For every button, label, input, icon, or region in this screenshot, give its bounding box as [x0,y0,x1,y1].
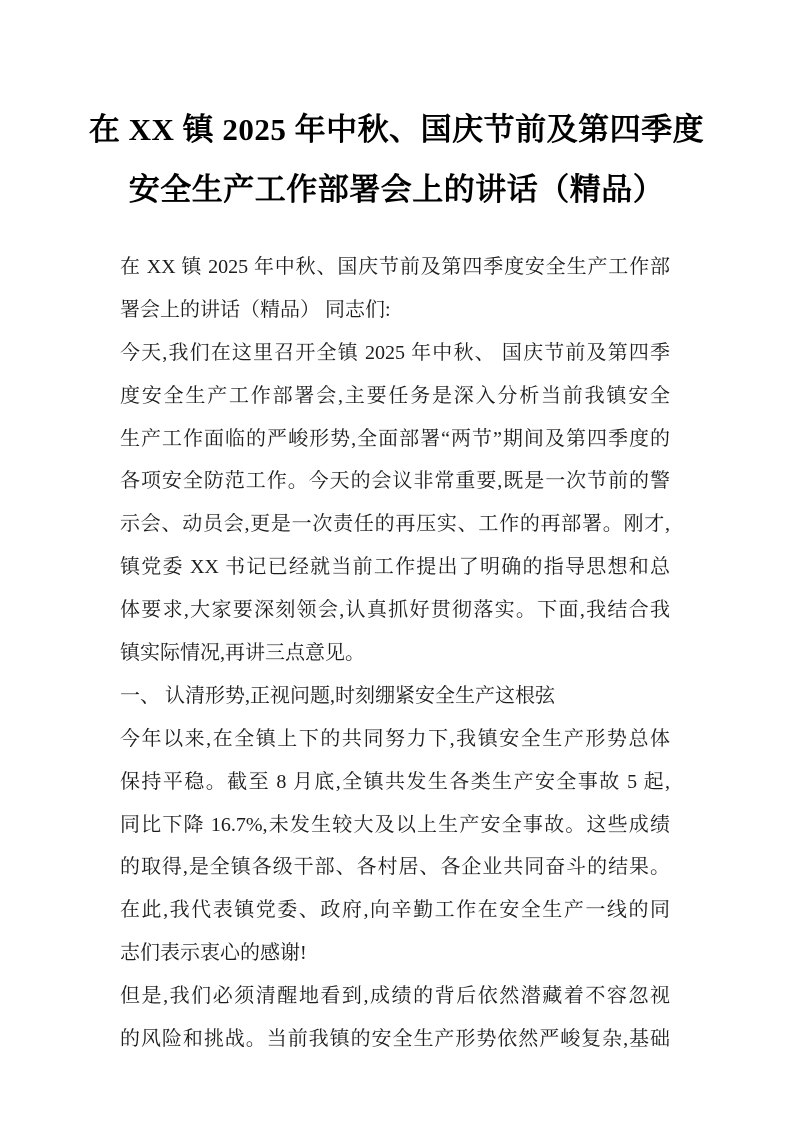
body-line: 保持平稳。截至 8 月底,全镇共发生各类生产安全事故 5 起, [120,770,670,793]
body-line: 镇党委 XX 书记已经就当前工作提出了明确的指导思想和总 [120,556,670,579]
body-line: 度安全生产工作部署会,主要任务是深入分析当前我镇安全 [120,384,670,407]
body-line: 志们表示衷心的感谢! [120,942,307,965]
body-line: 镇实际情况,再讲三点意见。 [120,642,365,665]
body-line: 在此,我代表镇党委、政府,向辛勤工作在安全生产一线的同 [120,899,670,922]
body-line: 同比下降 16.7%,未发生较大及以上生产安全事故。这些成绩 [120,813,670,836]
body-line: 在 XX 镇 2025 年中秋、国庆节前及第四季度安全生产工作部 [120,256,670,278]
body-line: 今天,我们在这里召开全镇 2025 年中秋、 国庆节前及第四季 [120,341,670,364]
document-body [120,246,670,1061]
title-line-1: 在 XX 镇 2025 年中秋、国庆节前及第四季度 [88,112,705,147]
title-line-2: 安全生产工作部署会上的讲话（精品） [128,172,665,207]
body-line: 生产工作面临的严峻形势,全面部署“两节”期间及第四季度的 [120,427,670,450]
body-line: 署会上的讲话（精品） 同志们: [120,298,391,321]
body-line: 但是,我们必须清醒地看到,成绩的背后依然潜藏着不容忽视 [120,985,670,1008]
document-title [0,0,793,220]
body-line: 示会、动员会,更是一次责任的再压实、工作的再部署。刚才, [120,513,670,536]
body-line: 的风险和挑战。当前我镇的安全生产形势依然严峻复杂,基础 [120,1028,670,1051]
body-line: 的取得,是全镇各级干部、各村居、各企业共同奋斗的结果。 [120,856,670,879]
body-line: 各项安全防范工作。今天的会议非常重要,既是一次节前的警 [120,470,670,493]
body-line: 今年以来,在全镇上下的共同努力下,我镇安全生产形势总体 [120,727,670,750]
body-line: 体要求,大家要深刻领会,认真抓好贯彻落实。下面,我结合我 [120,599,670,622]
body-line-section-heading: 一、 认清形势,正视问题,时刻绷紧安全生产这根弦 [120,684,555,707]
